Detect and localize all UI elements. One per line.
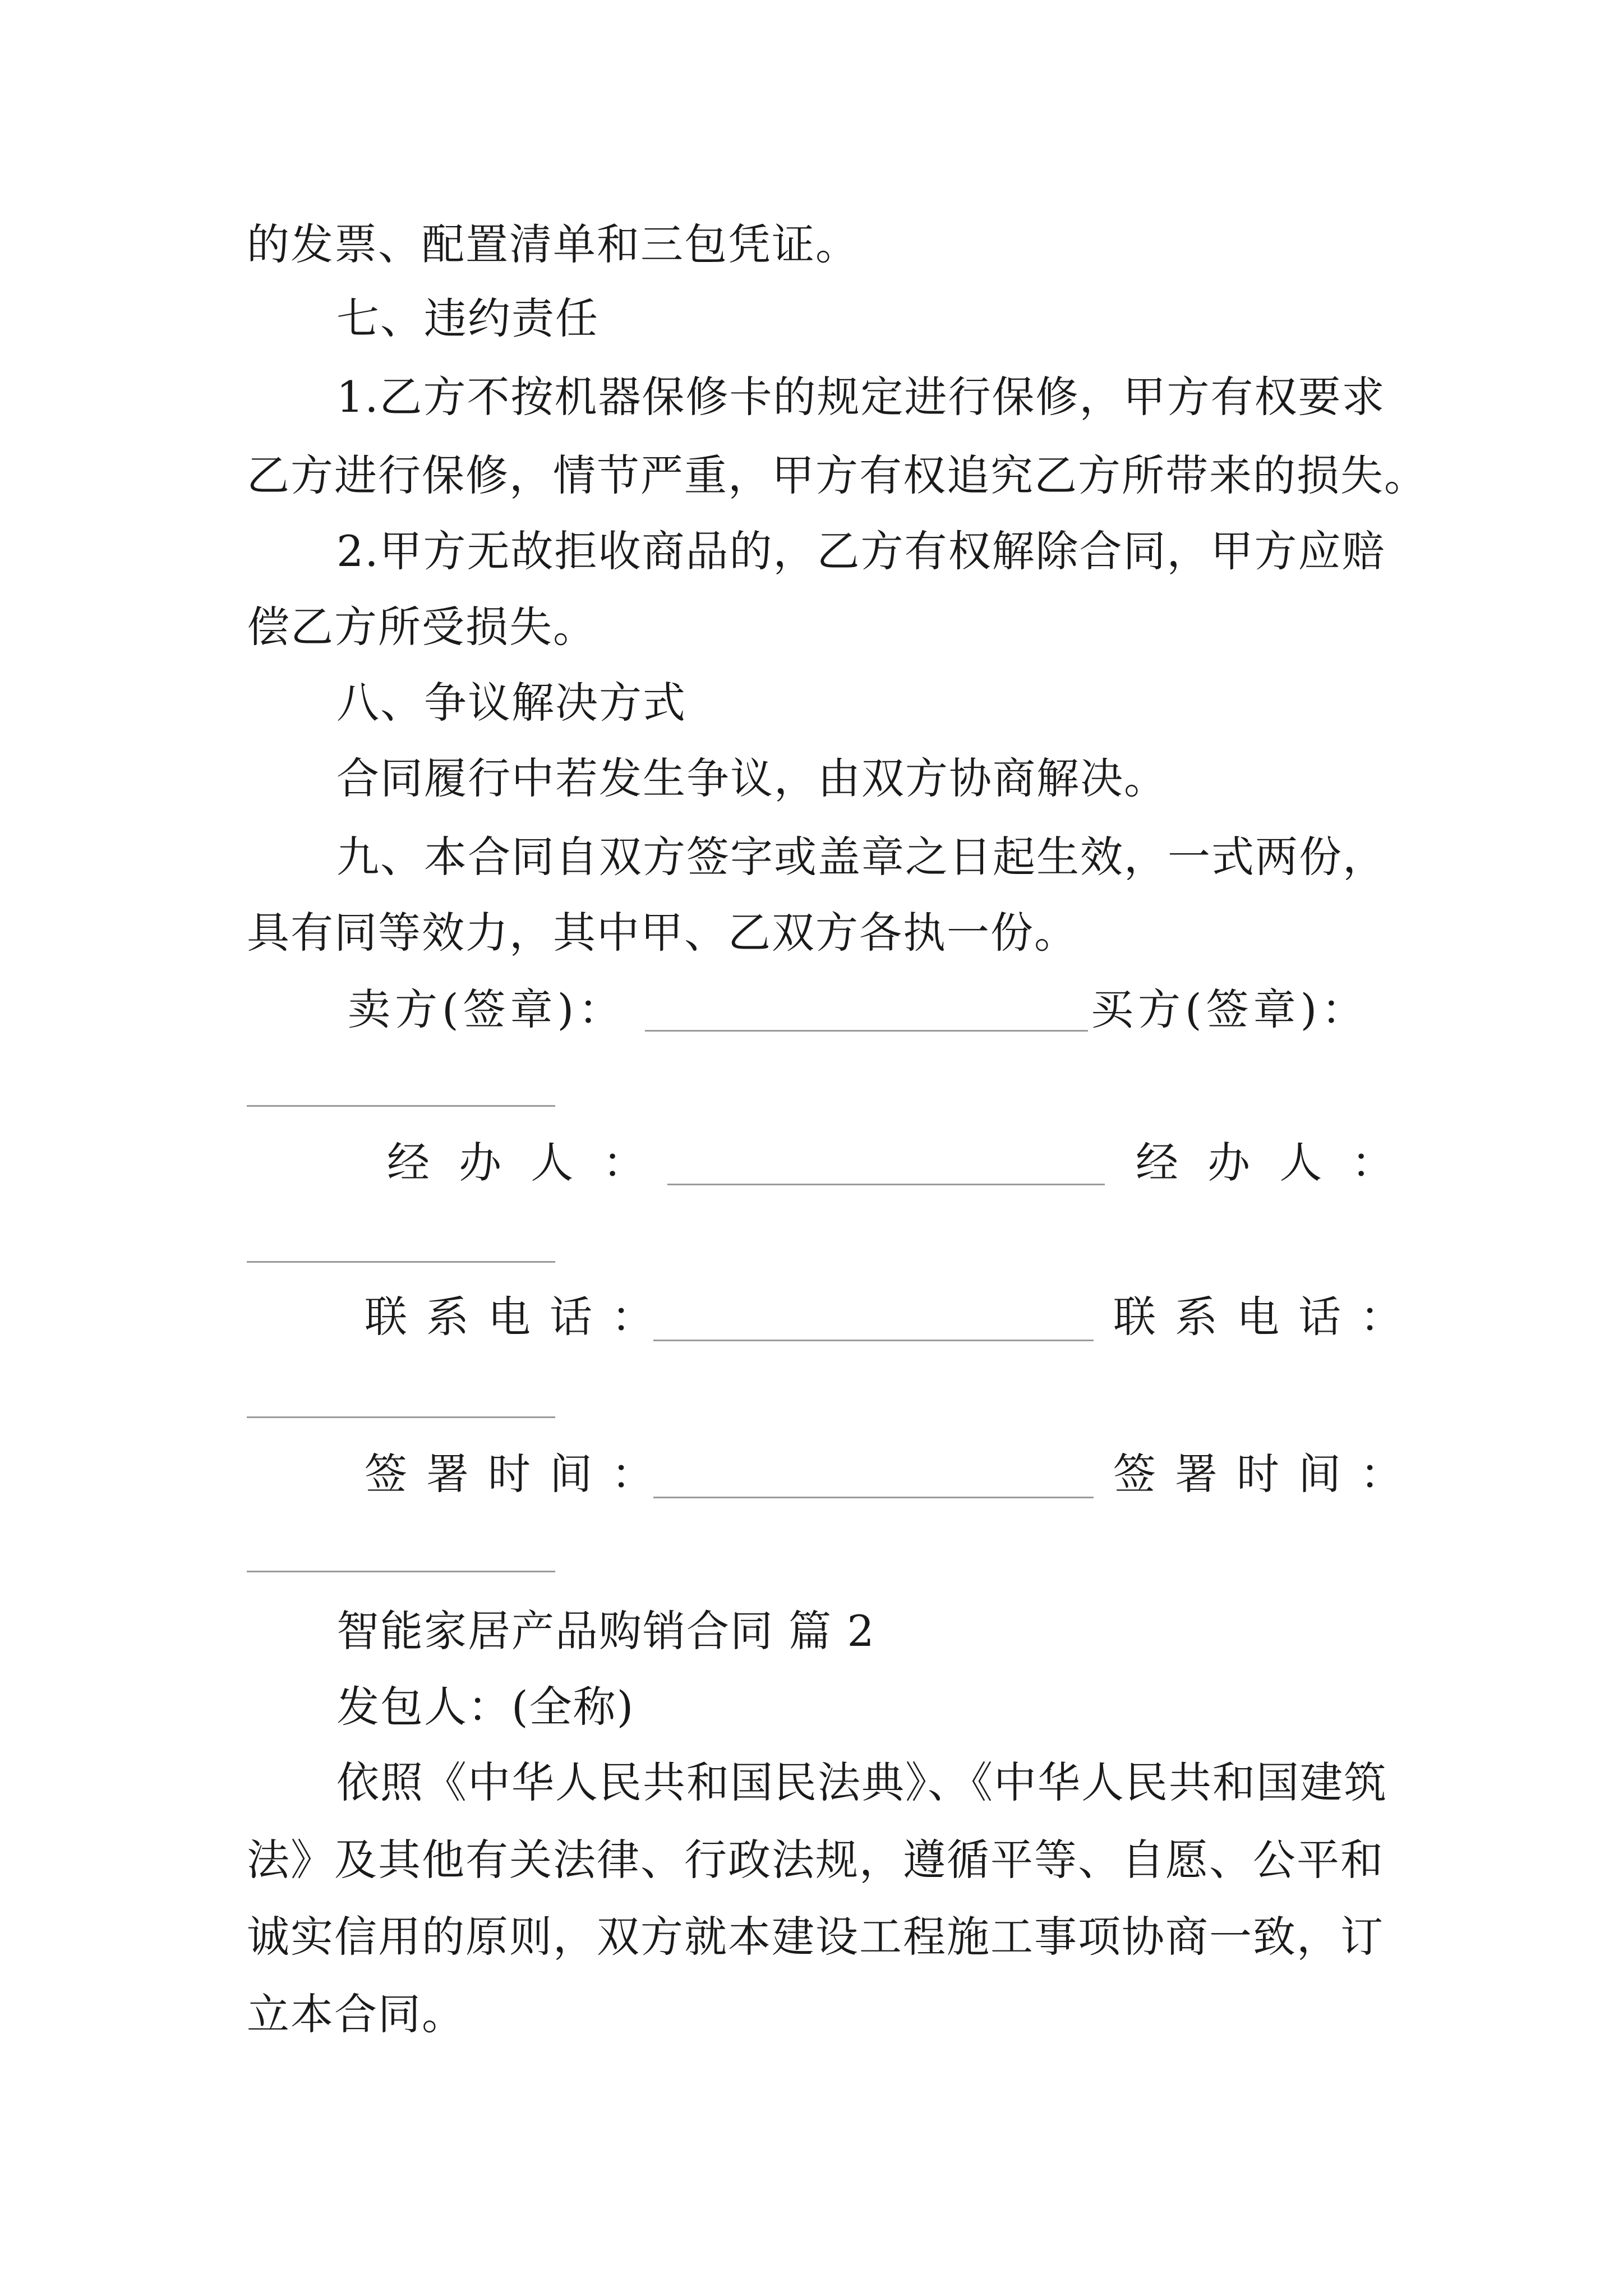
paragraph-line: 偿乙方所受损失。 — [247, 602, 597, 652]
buyer-phone-blank[interactable] — [247, 1416, 555, 1418]
paragraph-line: 乙方进行保修，情节严重，甲方有权追究乙方所带来的损失。 — [247, 450, 1428, 500]
paragraph-line: 九、本合同自双方签字或盖章之日起生效，一式两份， — [336, 832, 1386, 882]
seller-agent-label: 经 办 人 ： — [387, 1138, 653, 1188]
contract-part-2-title: 智能家居产品购销合同 篇 2 — [336, 1606, 875, 1656]
paragraph-line: 1.乙方不按机器保修卡的规定进行保修，甲方有权要求 — [336, 372, 1386, 422]
paragraph-line: 的发票、配置清单和三包凭证。 — [247, 219, 859, 269]
paragraph-line: 立本合同。 — [247, 1989, 465, 2039]
paragraph-line: 合同履行中若发生争议，由双方协商解决。 — [336, 753, 1168, 803]
seller-agent-blank[interactable] — [667, 1184, 1105, 1185]
paragraph-line: 2.甲方无故拒收商品的，乙方有权解除合同，甲方应赔 — [336, 526, 1386, 576]
buyer-phone-label: 联系电话： — [1113, 1292, 1422, 1342]
buyer-signature-blank[interactable] — [247, 1105, 555, 1107]
seller-date-label: 签署时间： — [365, 1449, 673, 1499]
paragraph-line: 发包人：(全称) — [336, 1682, 635, 1732]
section-heading-breach: 七、违约责任 — [336, 293, 599, 343]
paragraph-line: 诚实信用的原则，双方就本建设工程施工事项协商一致，订 — [247, 1912, 1384, 1962]
seller-phone-label: 联系电话： — [365, 1292, 673, 1342]
seller-signature-blank[interactable] — [645, 1030, 1088, 1032]
buyer-agent-blank[interactable] — [247, 1261, 555, 1263]
buyer-date-blank[interactable] — [247, 1571, 555, 1572]
paragraph-line: 具有同等效力，其中甲、乙双方各执一份。 — [247, 908, 1078, 958]
buyer-signature-label: 买方(签章)： — [1091, 984, 1369, 1034]
buyer-date-label: 签署时间： — [1113, 1449, 1422, 1499]
buyer-agent-label: 经 办 人 ： — [1136, 1138, 1402, 1188]
seller-date-blank[interactable] — [653, 1497, 1094, 1498]
paragraph-line: 法》及其他有关法律、行政法规，遵循平等、自愿、公平和 — [247, 1835, 1384, 1885]
seller-signature-label: 卖方(签章)： — [348, 984, 626, 1034]
seller-phone-blank[interactable] — [653, 1340, 1094, 1341]
paragraph-line: 依照《中华人民共和国民法典》、《中华人民共和国建筑 — [336, 1757, 1387, 1807]
section-heading-dispute: 八、争议解决方式 — [336, 678, 686, 728]
